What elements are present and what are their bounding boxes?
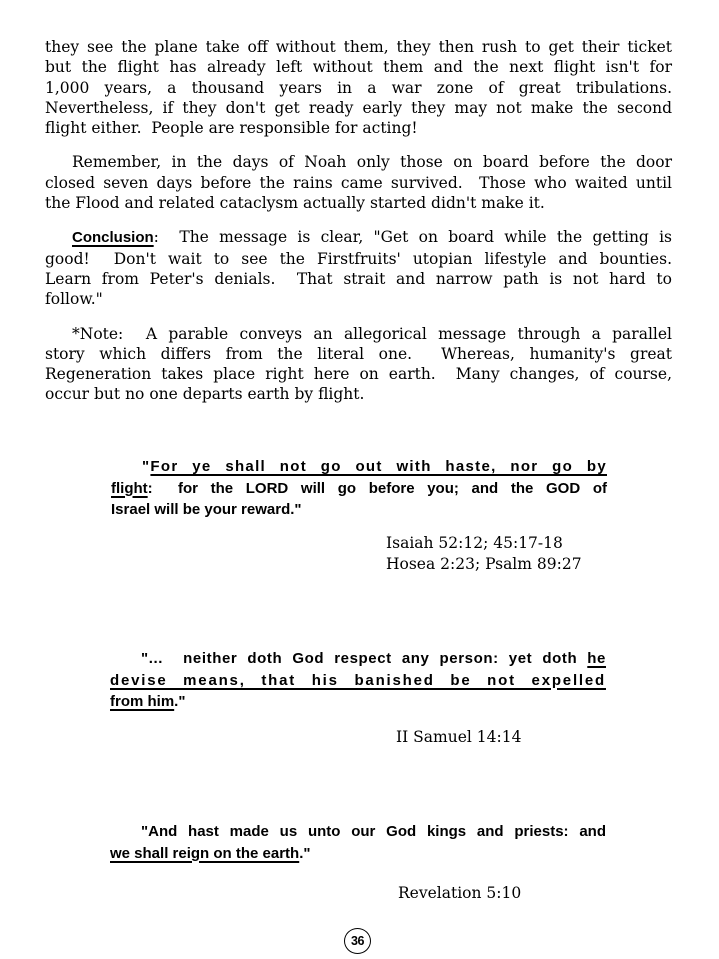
text-line: *Note: A parable conveys an allegorical message through a parallel [72, 324, 672, 343]
paragraph-flight-analogy [45, 37, 672, 138]
page-number-badge [344, 928, 371, 954]
text-line: II Samuel 14:14 [396, 728, 522, 746]
text-line: Hosea 2:23; Psalm 89:27 [386, 555, 582, 573]
body-text [45, 37, 672, 419]
scripture-reference-revelation [398, 883, 521, 904]
text-line: Isaiah 52:12; 45:17-18 [386, 534, 563, 552]
paragraph-note [45, 324, 672, 405]
text-line: devise means, that his banished be not expelled [110, 671, 606, 689]
paragraph-conclusion [45, 227, 672, 309]
text-line: follow." [45, 290, 103, 309]
scripture-reference-isaiah-hosea [386, 533, 582, 575]
text-line: "... neither doth God respect any person: yet doth he [141, 650, 606, 667]
text-line: Revelation 5:10 [398, 884, 522, 902]
text-line: "And hast made us unto our God kings and priests: and [141, 823, 606, 840]
text-line: flight: for the LORD will go before you; and the GOD of [111, 479, 607, 497]
text-line: 1,000 years, a thousand years in a war zone of great tribulations. [45, 78, 672, 97]
text-line: occur but no one departs earth by flight. [45, 385, 365, 404]
text-line: flight either. People are responsible for acting! [45, 119, 418, 138]
text-line: the Flood and related cataclysm actually started didn't make it. [45, 194, 545, 213]
text-line: Regeneration takes place right here on earth. Many changes, of course, [45, 365, 672, 384]
text-line: Conclusion: The message is clear, "Get on board while the getting is [72, 228, 672, 247]
page-number: 36 [351, 934, 364, 948]
text-line: Learn from Peter's denials. That strait and narrow path is not hard to [45, 269, 672, 288]
text-line: but the flight has already left without them and the next flight isn't for [45, 58, 672, 77]
text-line: good! Don't wait to see the Firstfruits' utopian lifestyle and bounties. [45, 249, 672, 268]
scripture-quote-samuel [110, 648, 606, 713]
text-line: Remember, in the days of Noah only those on board before the door [72, 153, 672, 172]
text-line: we shall reign on the earth." [110, 844, 311, 862]
text-line: from him." [110, 693, 186, 710]
text-line: they see the plane take off without them, they then rush to get their ticket [45, 38, 672, 56]
text-line: "For ye shall not go out with haste, nor go by [142, 458, 607, 475]
text-line: Israel will be your reward." [111, 501, 302, 518]
scripture-quote-revelation [110, 821, 606, 864]
paragraph-noah [45, 152, 672, 213]
scripture-reference-samuel [396, 727, 521, 748]
text-line: Nevertheless, if they don't get ready early they may not make the second [45, 98, 672, 117]
text-line: story which differs from the literal one. Whereas, humanity's great [45, 344, 672, 363]
scripture-quote-isaiah [111, 456, 607, 521]
text-line: closed seven days before the rains came survived. Those who waited until [45, 173, 672, 192]
